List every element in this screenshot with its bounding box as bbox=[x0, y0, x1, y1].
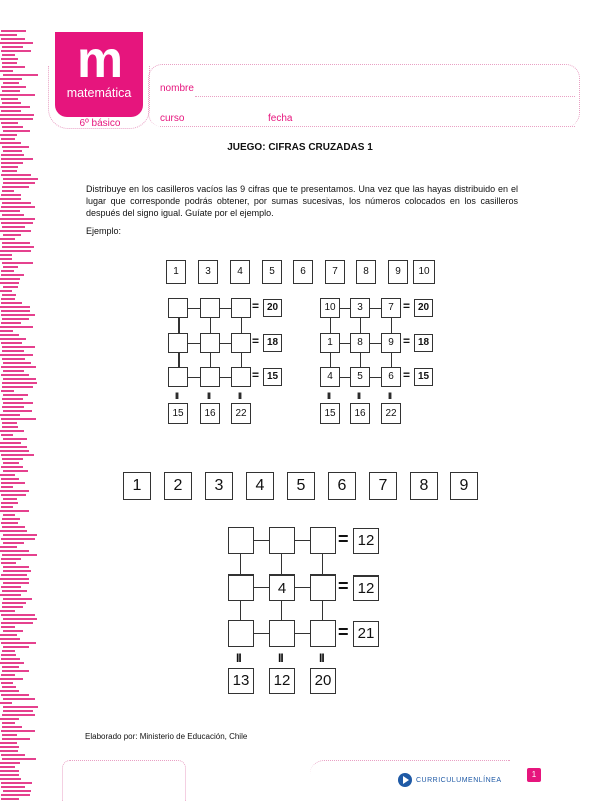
grid-cell bbox=[168, 333, 188, 353]
col-sum: 15 bbox=[320, 403, 340, 424]
name-field[interactable] bbox=[195, 96, 575, 97]
equals-sign: = bbox=[252, 299, 260, 313]
grade-label: 6º básico bbox=[79, 118, 121, 129]
col-sum: 16 bbox=[350, 403, 370, 424]
example-digit: 3 bbox=[198, 260, 218, 284]
puzzle-cell[interactable] bbox=[269, 620, 295, 647]
puzzle-cell-given: 4 bbox=[269, 574, 295, 601]
col-sum: 15 bbox=[168, 403, 188, 424]
grid-cell bbox=[231, 333, 251, 353]
grid-cell: 8 bbox=[350, 333, 370, 353]
grid-cell bbox=[200, 298, 220, 318]
vertical-equals: II bbox=[319, 651, 324, 665]
row-sum: 20 bbox=[263, 299, 282, 317]
example-digit: 9 bbox=[388, 260, 408, 284]
puzzle-cell[interactable] bbox=[269, 527, 295, 554]
logo-subject: matemática bbox=[66, 86, 132, 100]
equals-sign: = bbox=[403, 334, 411, 348]
puzzle-digit[interactable]: 9 bbox=[450, 472, 478, 500]
row-sum: 20 bbox=[414, 299, 433, 317]
puzzle-cell[interactable] bbox=[228, 527, 254, 554]
vertical-equals: II bbox=[327, 391, 331, 401]
equals-sign: = bbox=[252, 334, 260, 348]
puzzle-digit[interactable]: 8 bbox=[410, 472, 438, 500]
equals-sign: = bbox=[338, 622, 349, 642]
grid-cell bbox=[200, 367, 220, 387]
equals-sign: = bbox=[338, 576, 349, 596]
equals-sign: = bbox=[403, 299, 411, 313]
page-number: 1 bbox=[527, 768, 541, 782]
col-sum: 22 bbox=[231, 403, 251, 424]
grid-cell: 6 bbox=[381, 367, 401, 387]
grid-cell bbox=[231, 367, 251, 387]
grid-cell: 9 bbox=[381, 333, 401, 353]
puzzle-digit[interactable]: 6 bbox=[328, 472, 356, 500]
col-sum: 16 bbox=[200, 403, 220, 424]
puzzle-digit[interactable]: 4 bbox=[246, 472, 274, 500]
row-sum: 12 bbox=[353, 575, 379, 601]
example-digit: 5 bbox=[262, 260, 282, 284]
vertical-equals: II bbox=[236, 651, 241, 665]
equals-sign: = bbox=[338, 529, 349, 549]
grid-cell bbox=[231, 298, 251, 318]
example-digit: 4 bbox=[230, 260, 250, 284]
brand-logo bbox=[398, 773, 502, 787]
row-sum: 18 bbox=[263, 334, 282, 352]
footer-decoration bbox=[62, 760, 186, 801]
subject-logo bbox=[55, 32, 143, 117]
row-sum: 15 bbox=[263, 368, 282, 386]
grid-cell bbox=[168, 367, 188, 387]
col-sum: 12 bbox=[269, 668, 295, 694]
brand-name: CURRICULUMENLÍNEA bbox=[416, 776, 502, 784]
name-label: nombre bbox=[160, 83, 194, 94]
grid-cell: 1 bbox=[320, 333, 340, 353]
example-digit: 7 bbox=[325, 260, 345, 284]
col-sum: 13 bbox=[228, 668, 254, 694]
course-date-field[interactable] bbox=[160, 126, 575, 127]
example-digit: 1 bbox=[166, 260, 186, 284]
puzzle-digit[interactable]: 1 bbox=[123, 472, 151, 500]
vertical-equals: II bbox=[357, 391, 361, 401]
grid-cell: 4 bbox=[320, 367, 340, 387]
example-digit: 10 bbox=[413, 260, 435, 284]
equals-sign: = bbox=[403, 368, 411, 382]
puzzle-digit[interactable]: 3 bbox=[205, 472, 233, 500]
course-label: curso bbox=[160, 113, 185, 124]
vertical-equals: II bbox=[175, 391, 179, 401]
puzzle-cell[interactable] bbox=[228, 620, 254, 647]
grid-cell: 5 bbox=[350, 367, 370, 387]
grid-cell: 10 bbox=[320, 298, 340, 318]
grid-cell: 7 bbox=[381, 298, 401, 318]
instructions: Distribuye en los casilleros vacíos las 9 cifras que te presentamos. Una vez que las hayas distribuido en el lugar que corresponde podrás obtener, por sumas sucesivas, los números colocados en los casilleros después del signo igual. Guíate por el ejemplo. bbox=[86, 184, 518, 218]
grid-cell bbox=[200, 333, 220, 353]
vertical-equals: II bbox=[238, 391, 242, 401]
col-sum: 22 bbox=[381, 403, 401, 424]
author-credit: Elaborado por: Ministerio de Educación, Chile bbox=[85, 732, 248, 741]
page-title: JUEGO: CIFRAS CRUZADAS 1 bbox=[227, 142, 373, 153]
row-sum: 21 bbox=[353, 621, 379, 647]
puzzle-digit[interactable]: 2 bbox=[164, 472, 192, 500]
grid-cell: 3 bbox=[350, 298, 370, 318]
example-digit: 6 bbox=[293, 260, 313, 284]
vertical-equals: II bbox=[207, 391, 211, 401]
row-sum: 18 bbox=[414, 334, 433, 352]
puzzle-cell[interactable] bbox=[310, 620, 336, 647]
vertical-equals: II bbox=[388, 391, 392, 401]
vertical-equals: II bbox=[278, 651, 283, 665]
puzzle-cell[interactable] bbox=[228, 574, 254, 601]
equals-sign: = bbox=[252, 368, 260, 382]
logo-letter: m bbox=[76, 31, 122, 89]
col-sum: 20 bbox=[310, 668, 336, 694]
example-digit: 8 bbox=[356, 260, 376, 284]
row-sum: 12 bbox=[353, 528, 379, 554]
puzzle-digit[interactable]: 5 bbox=[287, 472, 315, 500]
puzzle-cell[interactable] bbox=[310, 527, 336, 554]
puzzle-digit[interactable]: 7 bbox=[369, 472, 397, 500]
example-label: Ejemplo: bbox=[86, 226, 122, 236]
date-label: fecha bbox=[268, 113, 293, 124]
row-sum: 15 bbox=[414, 368, 433, 386]
play-arrow-icon bbox=[398, 773, 412, 787]
grid-cell bbox=[168, 298, 188, 318]
puzzle-cell[interactable] bbox=[310, 574, 336, 601]
